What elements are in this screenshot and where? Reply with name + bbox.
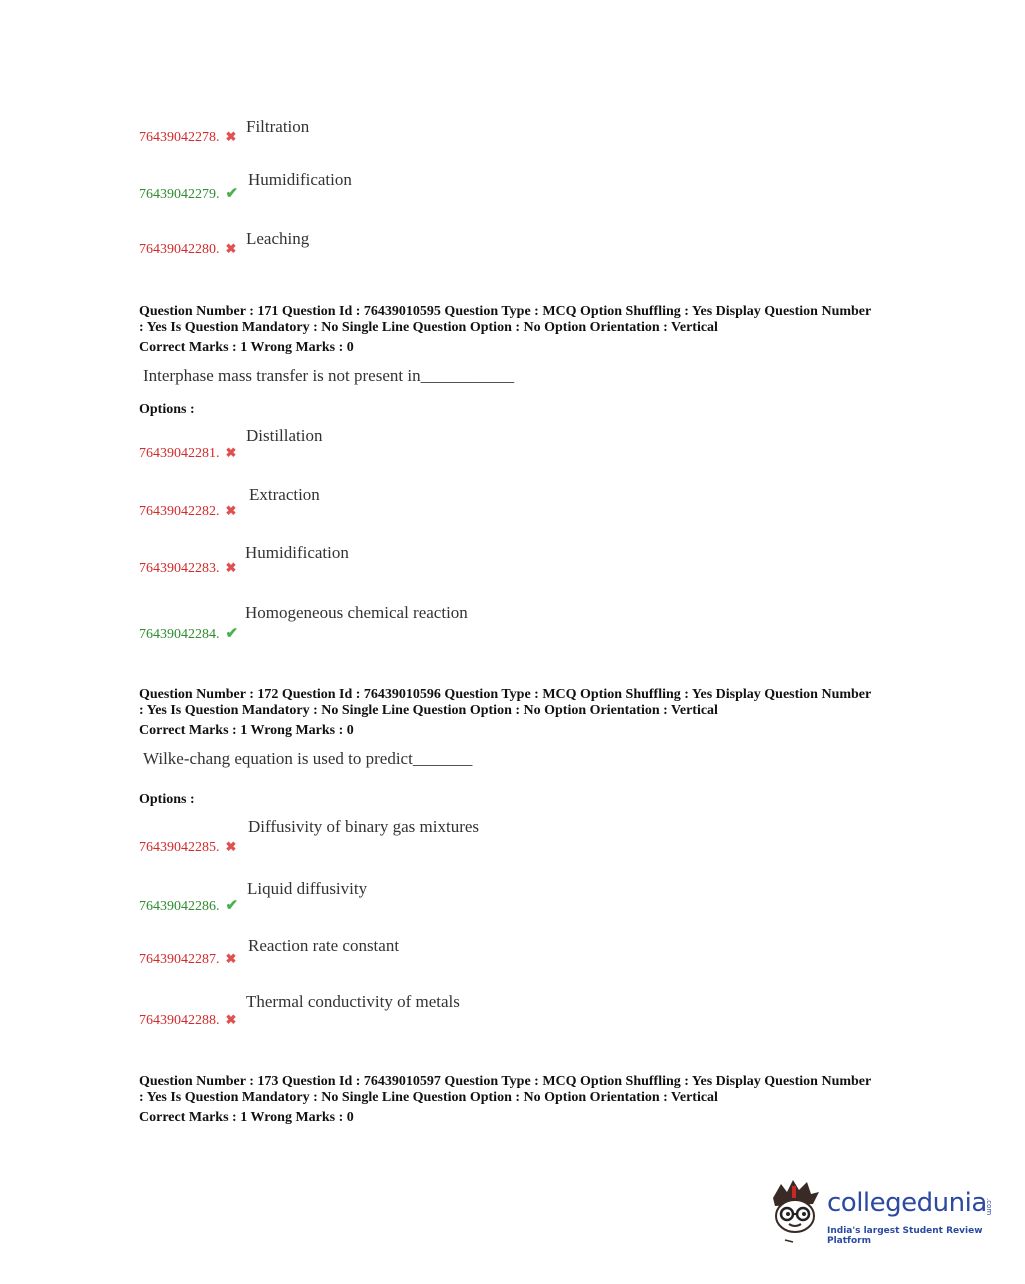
wrong-mark-icon: ✖ (225, 839, 237, 854)
question-meta-line: Question Number : 172 Question Id : 76439010596 Question Type : MCQ Option Shuffling : Yes Display Question Number (139, 687, 872, 702)
wrong-mark-icon: ✖ (225, 951, 237, 966)
option-text: Reaction rate constant (248, 936, 400, 955)
option-text: Humidification (248, 170, 352, 189)
option-text: Thermal conductivity of metals (246, 992, 460, 1011)
wrong-mark-icon: ✖ (225, 560, 237, 575)
option-row (139, 559, 236, 577)
option-row (139, 502, 236, 520)
option-text: Filtration (246, 117, 310, 136)
option-row (139, 896, 238, 915)
check-mark-icon: ✔ (225, 898, 239, 914)
option-text: Diffusivity of binary gas mixtures (248, 817, 480, 836)
check-mark-icon: ✔ (225, 186, 239, 202)
option-id: 76439042288. (139, 1013, 220, 1028)
option-id: 76439042282. (139, 504, 220, 519)
option-id: 76439042278. (139, 130, 220, 145)
option-id: 76439042279. (139, 187, 220, 202)
option-row (139, 1011, 236, 1029)
option-id: 76439042285. (139, 840, 220, 855)
wrong-mark-icon: ✖ (225, 503, 237, 518)
options-label: Options : (139, 792, 195, 807)
option-text: Liquid diffusivity (247, 879, 368, 898)
option-id: 76439042287. (139, 952, 220, 967)
option-id: 76439042280. (139, 242, 220, 257)
option-text: Humidification (245, 543, 349, 562)
option-row (139, 950, 236, 968)
option-row (139, 444, 236, 462)
wrong-mark-icon: ✖ (225, 241, 237, 256)
logo-domain-suffix: .com (985, 1198, 993, 1216)
option-text: Distillation (246, 426, 323, 445)
wrong-mark-icon: ✖ (225, 129, 237, 144)
logo-tagline: India's largest Student Review Platform (827, 1226, 983, 1246)
question-marks: Correct Marks : 1 Wrong Marks : 0 (139, 723, 354, 738)
wrong-mark-icon: ✖ (225, 1012, 237, 1027)
wrong-mark-icon: ✖ (225, 445, 237, 460)
question-text: Wilke-chang equation is used to predict_______ (143, 749, 473, 768)
collegedunia-logo[interactable] (767, 1176, 997, 1246)
option-row (139, 128, 236, 146)
question-meta-line: : Yes Is Question Mandatory : No Single Line Question Option : No Option Orientation : Vertical (139, 703, 718, 718)
option-id: 76439042281. (139, 446, 220, 461)
mascot-icon (767, 1176, 825, 1244)
question-marks: Correct Marks : 1 Wrong Marks : 0 (139, 1110, 354, 1125)
option-id: 76439042284. (139, 627, 220, 642)
question-meta-line: : Yes Is Question Mandatory : No Single Line Question Option : No Option Orientation : Vertical (139, 1090, 718, 1105)
option-row (139, 184, 238, 203)
question-meta-line: Question Number : 173 Question Id : 76439010597 Question Type : MCQ Option Shuffling : Yes Display Question Number (139, 1074, 872, 1089)
option-text: Homogeneous chemical reaction (245, 603, 468, 622)
option-row (139, 240, 236, 258)
option-id: 76439042283. (139, 561, 220, 576)
option-row (139, 838, 236, 856)
option-row (139, 624, 238, 643)
check-mark-icon: ✔ (225, 626, 239, 642)
option-text: Leaching (246, 229, 310, 248)
question-meta-line: Question Number : 171 Question Id : 76439010595 Question Type : MCQ Option Shuffling : Yes Display Question Number (139, 304, 872, 319)
question-marks: Correct Marks : 1 Wrong Marks : 0 (139, 340, 354, 355)
option-text: Extraction (249, 485, 320, 504)
options-label: Options : (139, 402, 195, 417)
question-text: Interphase mass transfer is not present in___________ (143, 366, 515, 385)
question-meta-line: : Yes Is Question Mandatory : No Single Line Question Option : No Option Orientation : Vertical (139, 320, 718, 335)
option-id: 76439042286. (139, 899, 220, 914)
logo-wordmark: collegedunia (827, 1188, 987, 1218)
